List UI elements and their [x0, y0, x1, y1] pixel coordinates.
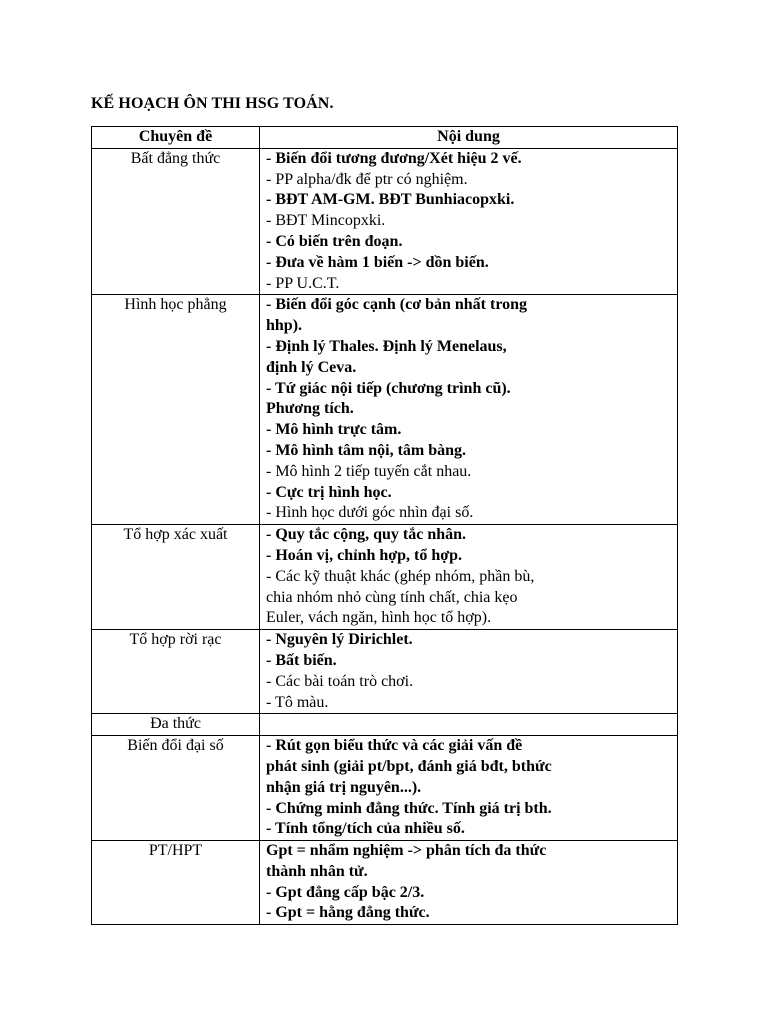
content-line: thành nhân tử. [266, 862, 368, 880]
table-row [92, 736, 678, 841]
content-cell [260, 841, 678, 925]
content-line: Phương tích. [266, 400, 354, 418]
content-line: - Mô hình trực tâm. [266, 421, 402, 439]
content-line: Euler, vách ngăn, hình học tổ hợp). [266, 609, 492, 627]
content-line: - Nguyên lý Dirichlet. [266, 631, 413, 649]
content-line: - Tứ giác nội tiếp (chương trình cũ). [266, 379, 511, 397]
content-cell [260, 525, 678, 630]
document-title: KẾ HOẠCH ÔN THI HSG TOÁN. [91, 95, 334, 112]
topic-cell: Đa thức [92, 714, 260, 736]
content-line: chia nhóm nhỏ cùng tính chất, chia kẹo [266, 588, 518, 606]
content-line: nhận giá trị nguyên...). [266, 778, 422, 796]
header-content: Nội dung [260, 127, 678, 149]
content-line: - BĐT Mincopxki. [266, 212, 386, 230]
content-line: - BĐT AM-GM. BĐT Bunhiacopxki. [266, 191, 515, 209]
content-line: - Định lý Thales. Định lý Menelaus, [266, 337, 507, 355]
content-line: - Chứng minh đẳng thức. Tính giá trị bth. [266, 799, 552, 817]
content-line: - Đưa về hàm 1 biến -> dồn biến. [266, 253, 489, 271]
content-cell [260, 295, 678, 525]
content-cell [260, 630, 678, 714]
table-body [92, 148, 678, 924]
content-line: định lý Ceva. [266, 358, 357, 376]
content-line: phát sinh (giải pt/bpt, đánh giá bđt, bthức [266, 757, 552, 775]
study-plan-table [91, 126, 678, 925]
content-line: - Có biến trên đoạn. [266, 232, 403, 250]
content-line: - Rút gọn biểu thức và các giải vấn đề [266, 737, 523, 755]
content-line: - Gpt = hằng đẳng thức. [266, 904, 430, 922]
content-line: - Cực trị hình học. [266, 483, 392, 501]
table-header-row [92, 127, 678, 149]
content-cell [260, 148, 678, 295]
content-line: - Biến đổi góc cạnh (cơ bản nhất trong [266, 296, 528, 314]
table-row [92, 630, 678, 714]
table-row [92, 148, 678, 295]
topic-cell: Tổ hợp rời rạc [92, 630, 260, 714]
table-row [92, 714, 678, 736]
content-line: - Quy tắc cộng, quy tắc nhân. [266, 526, 467, 544]
content-line: - PP alpha/đk để ptr có nghiệm. [266, 170, 468, 188]
content-line: - Hoán vị, chỉnh hợp, tổ hợp. [266, 546, 462, 564]
content-line: - Bất biến. [266, 651, 337, 669]
header-topic: Chuyên đề [92, 127, 260, 149]
topic-cell: Hình học phẳng [92, 295, 260, 525]
table-row [92, 525, 678, 630]
content-line: - Gpt đẳng cấp bậc 2/3. [266, 883, 425, 901]
topic-cell: Bất đẳng thức [92, 148, 260, 295]
content-line: - Hình học dưới góc nhìn đại số. [266, 504, 474, 522]
content-line: - Tô màu. [266, 693, 329, 711]
content-line: hhp). [266, 317, 303, 335]
content-line: - Các kỹ thuật khác (ghép nhóm, phần bù, [266, 567, 535, 585]
content-line: - Các bài toán trò chơi. [266, 672, 414, 690]
content-cell [260, 714, 678, 736]
table-row [92, 295, 678, 525]
content-line: - Biến đổi tương đương/Xét hiệu 2 vế. [266, 149, 522, 167]
topic-cell: Tổ hợp xác xuất [92, 525, 260, 630]
content-line: - PP U.C.T. [266, 274, 340, 292]
content-cell [260, 736, 678, 841]
content-line: - Mô hình tâm nội, tâm bàng. [266, 441, 467, 459]
content-line: - Mô hình 2 tiếp tuyến cắt nhau. [266, 462, 472, 480]
topic-cell: PT/HPT [92, 841, 260, 925]
content-line: - Tính tổng/tích của nhiều số. [266, 820, 465, 838]
table-row [92, 841, 678, 925]
topic-cell: Biến đổi đại số [92, 736, 260, 841]
content-line: Gpt = nhẩm nghiệm -> phân tích đa thức [266, 842, 547, 860]
